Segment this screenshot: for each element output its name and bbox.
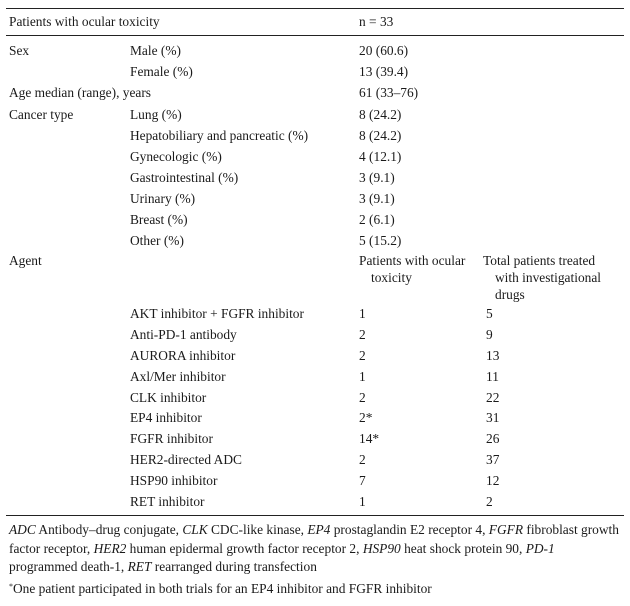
header-n: n = 33 — [359, 14, 394, 29]
agent-name: FGFR inhibitor — [130, 431, 213, 446]
abbr-def: human epidermal growth factor receptor 2, — [126, 540, 363, 556]
agent-col-ocular-line2: toxicity — [371, 270, 412, 286]
agent-total: 26 — [486, 431, 500, 446]
agent-name: AKT inhibitor + FGFR inhibitor — [130, 306, 304, 321]
top-rule — [6, 8, 624, 9]
abbr-term: PD-1 — [525, 540, 555, 556]
row-value: 5 (15.2) — [359, 233, 402, 248]
agent-total: 37 — [486, 452, 500, 467]
table-row — [0, 305, 630, 325]
row-label: Gynecologic (%) — [130, 149, 222, 164]
table-row — [0, 451, 630, 471]
row-label: Female (%) — [130, 64, 193, 79]
header-row — [0, 13, 630, 33]
row-label: Other (%) — [130, 233, 184, 248]
agent-ocular: 2 — [359, 327, 366, 342]
table-row — [0, 190, 630, 210]
abbr-term: HER2 — [93, 540, 127, 556]
abbr-term: RET — [127, 559, 152, 574]
abbr-def: prostaglandin E2 receptor 4, — [330, 522, 489, 537]
row-label: Gastrointestinal (%) — [130, 170, 239, 185]
abbr-term: FGFR — [488, 522, 524, 537]
abbr-term: HSP90 — [362, 540, 401, 556]
agent-total: 11 — [486, 369, 499, 384]
abbr-def: Antibody–drug conjugate, — [35, 522, 183, 537]
abbr-term: CLK — [182, 522, 208, 537]
abbr-term: EP4 — [307, 522, 331, 537]
row-value: 20 (60.6) — [359, 43, 409, 58]
abbr-term: ADC — [9, 522, 36, 537]
abbr-def: programmed death-1, — [9, 559, 128, 574]
agent-col-ocular-header — [359, 252, 479, 286]
agent-total: 2 — [486, 494, 493, 509]
agent-total: 13 — [486, 348, 500, 363]
table-row — [0, 232, 630, 252]
table-row — [0, 409, 630, 429]
table-row — [0, 493, 630, 513]
row-value: 4 (12.1) — [359, 149, 402, 164]
agent-ocular: 2 — [359, 348, 366, 363]
table-row — [0, 472, 630, 492]
agent-name: RET inhibitor — [130, 494, 205, 509]
table-row — [0, 430, 630, 450]
row-value: 13 (39.4) — [359, 64, 409, 79]
agent-col-total-line2: with investigational — [495, 270, 601, 286]
row-label: Hepatobiliary and pancreatic (%) — [130, 128, 309, 143]
agent-ocular: 1 — [359, 494, 366, 509]
agent-ocular: 2 — [359, 390, 366, 405]
agent-ocular: 2 — [359, 452, 366, 467]
agent-name: CLK inhibitor — [130, 390, 207, 405]
row-value: 2 (6.1) — [359, 212, 395, 227]
agent-total: 12 — [486, 473, 500, 488]
agent-total: 5 — [486, 306, 493, 321]
agent-name: EP4 inhibitor — [130, 410, 202, 425]
agent-total: 31 — [486, 410, 500, 425]
row-value: 8 (24.2) — [359, 128, 402, 143]
agent-name: AURORA inhibitor — [130, 348, 236, 363]
row-value: 3 (9.1) — [359, 170, 395, 185]
row-value: 8 (24.2) — [359, 107, 402, 122]
row-label: Breast (%) — [130, 212, 188, 227]
cancer-label: Cancer type — [9, 107, 74, 122]
header-label: Patients with ocular toxicity — [9, 14, 160, 29]
star-footnote — [9, 580, 623, 599]
agent-ocular: 1 — [359, 306, 366, 321]
table-row — [0, 42, 630, 62]
agent-col-total-line1: Total patients treated — [483, 253, 596, 268]
abbr-def: fibroblast growth factor receptor, — [9, 522, 619, 556]
abbr-def: CDC-like kinase, — [207, 522, 308, 537]
row-label: Male (%) — [130, 43, 181, 58]
agent-total: 22 — [486, 390, 500, 405]
abbreviation-footnote — [9, 521, 623, 577]
age-value: 61 (33–76) — [359, 85, 419, 100]
agent-col-total-line3: drugs — [495, 287, 525, 303]
table-row — [0, 389, 630, 409]
agent-ocular: 1 — [359, 369, 366, 384]
table-row — [0, 326, 630, 346]
table-row — [0, 148, 630, 168]
sex-label: Sex — [9, 43, 30, 58]
row-value: 3 (9.1) — [359, 191, 395, 206]
table-row — [0, 63, 630, 83]
agent-label: Agent — [9, 253, 42, 268]
row-label: Urinary (%) — [130, 191, 196, 206]
table-row — [0, 368, 630, 388]
agent-ocular: 14* — [359, 431, 380, 446]
agent-name: Axl/Mer inhibitor — [130, 369, 226, 384]
agent-name: HSP90 inhibitor — [130, 473, 218, 488]
abbr-def: heat shock protein 90, — [400, 540, 526, 556]
table-row — [0, 169, 630, 189]
star-text: One patient participated in both trials for an EP4 inhibitor and FGFR inhibitor — [13, 581, 432, 596]
agent-ocular: 2* — [359, 410, 373, 425]
table-row — [0, 211, 630, 231]
agent-name: HER2-directed ADC — [130, 452, 242, 467]
agent-col-total-header — [483, 252, 623, 303]
table-row — [0, 127, 630, 147]
agent-total: 9 — [486, 327, 493, 342]
header-rule — [6, 35, 624, 36]
star-mark: * — [9, 582, 13, 591]
bottom-rule — [6, 515, 624, 516]
table-row — [0, 84, 630, 104]
agent-header-row — [0, 252, 630, 306]
abbr-def: rearranged during transfection — [151, 559, 317, 574]
agent-name: Anti-PD-1 antibody — [130, 327, 237, 342]
row-label: Lung (%) — [130, 107, 182, 122]
age-label: Age median (range), years — [9, 85, 152, 100]
table-row — [0, 106, 630, 126]
agent-col-ocular-line1: Patients with ocular — [359, 253, 466, 268]
agent-ocular: 7 — [359, 473, 366, 488]
table-row — [0, 347, 630, 367]
